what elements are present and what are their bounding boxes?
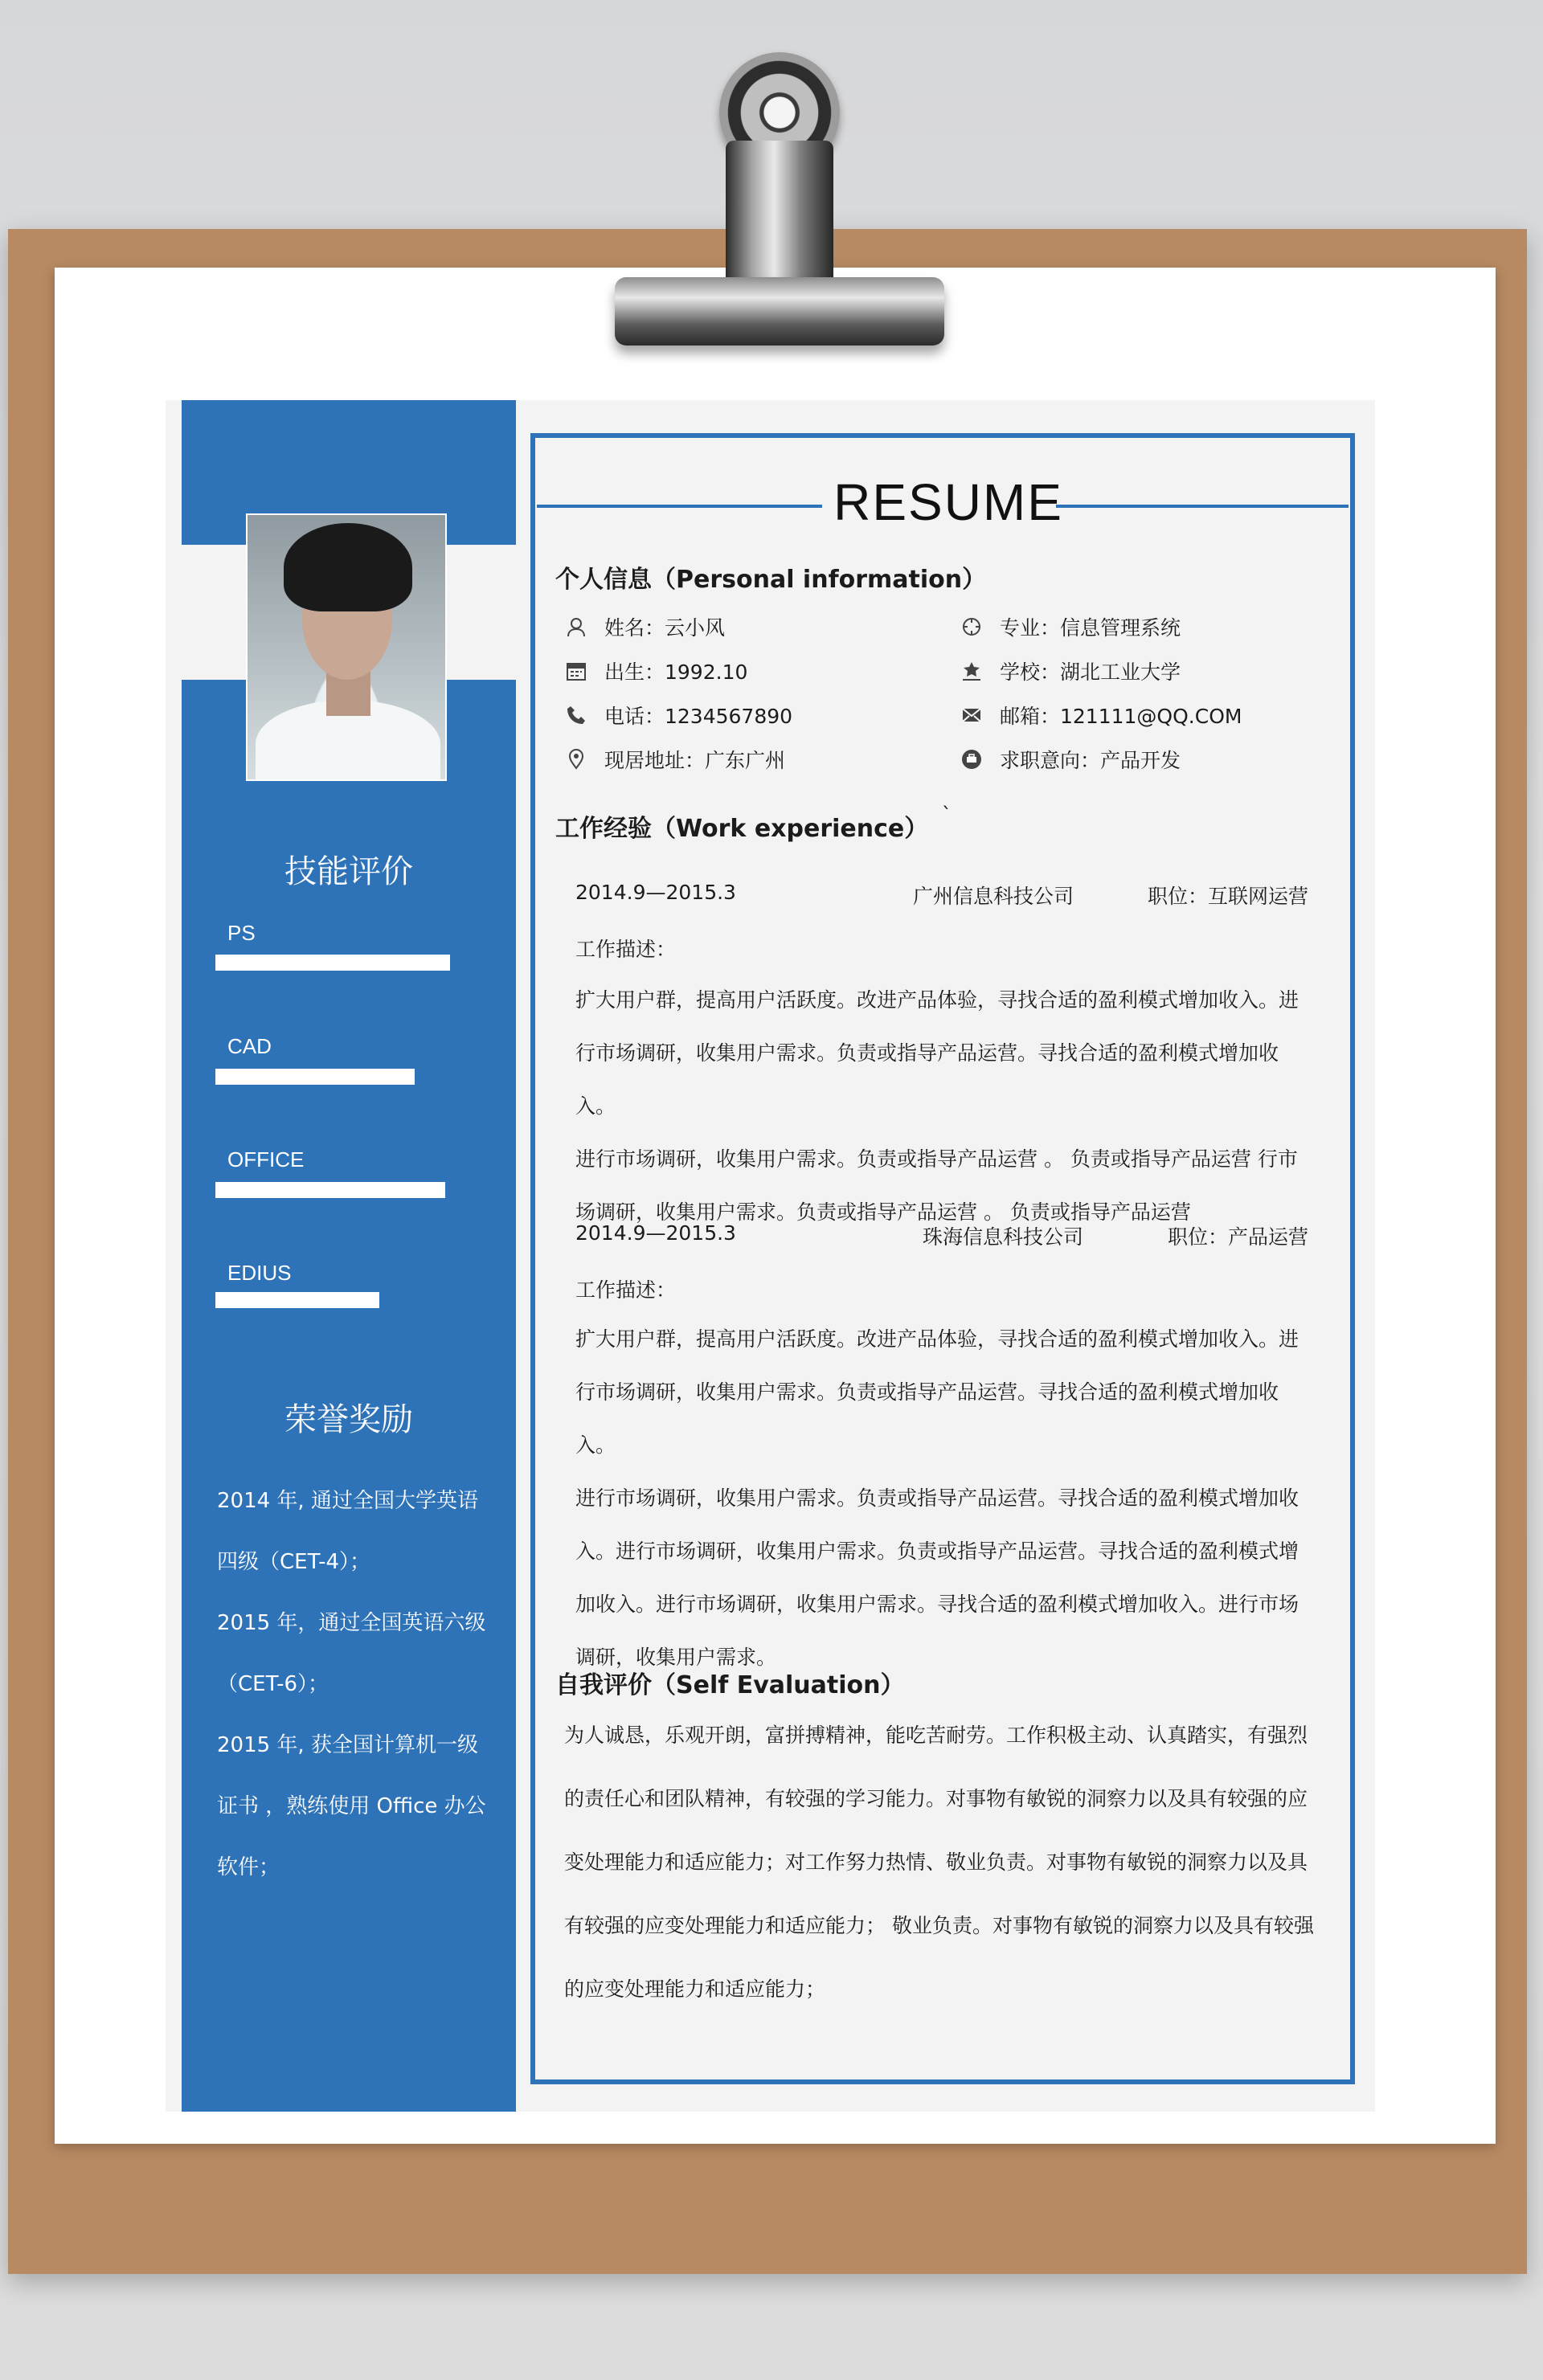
honor-item: 2014 年, 通过全国大学英语四级（CET-4）；	[217, 1489, 478, 1574]
school-icon	[961, 660, 982, 681]
info-address: 现居地址：广东广州	[566, 745, 785, 774]
person-icon	[566, 616, 587, 637]
honor-item: 2015 年，通过全国英语六级（CET-6）；	[217, 1611, 486, 1696]
job-company: 珠海信息科技公司	[923, 1225, 1084, 1249]
info-name: 姓名：云小风	[566, 612, 725, 641]
info-phone: 电话：1234567890	[566, 701, 792, 730]
profile-photo	[246, 513, 447, 781]
job-position: 职位：互联网运营	[1148, 885, 1309, 908]
job-period: 2014.9—2015.3	[575, 1221, 736, 1245]
location-pin-icon	[566, 749, 587, 770]
binder-clip-icon	[579, 44, 956, 354]
resume-title: RESUME	[833, 473, 1063, 531]
mail-icon	[961, 705, 982, 726]
title-rule-right	[1056, 505, 1349, 508]
job-desc-label: 工作描述：	[575, 1278, 677, 1302]
info-birth: 出生：1992.10	[566, 656, 747, 685]
job-desc-label: 工作描述：	[575, 938, 677, 961]
job-description: 扩大用户群，提高用户活跃度。改进产品体验，寻找合适的盈利模式增加收入。进 行市场调研，收集用户需求。负责或指导产品运营。寻找合适的盈利模式增加收入。 进行市场调研，收集用户需求。负责或指导产品运营。寻找合适的盈利模式增加收 入。进行市场调研，收集用户需求。负责或指导产品运营。寻找合适的盈利模式增 加收入。进行市场调研，收集用户需求。寻找合适的盈利模式增加收入。进行市场 调研，收集用户需求。	[575, 1327, 1299, 1669]
skill-label-edius: EDIUS	[227, 1261, 292, 1285]
info-email: 邮箱：121111@QQ.COM	[961, 701, 1242, 730]
job-position: 职位：产品运营	[1168, 1225, 1309, 1249]
title-rule-left	[537, 505, 822, 508]
skill-bar-office	[215, 1182, 445, 1198]
skill-label-ps: PS	[227, 921, 256, 945]
job-description: 扩大用户群，提高用户活跃度。改进产品体验，寻找合适的盈利模式增加收入。进 行市场调研，收集用户需求。负责或指导产品运营。寻找合适的盈利模式增加收入。 进行市场调研，收集用户需求。负责或指导产品运营 。 负责或指导产品运营 行市 场调研，收集用户需求。负责或指导产品运营 。 负责或指导产品运营	[575, 988, 1299, 1224]
honor-item: 2015 年, 获全国计算机一级证书 ，熟练使用 Office 办公软件；	[217, 1733, 486, 1879]
stray-mark: `	[942, 804, 952, 826]
honors-heading: 荣誉奖励	[284, 1401, 413, 1438]
phone-icon	[566, 705, 587, 726]
skill-bar-ps	[215, 955, 450, 971]
skill-bar-cad	[215, 1069, 415, 1085]
compass-icon	[961, 616, 982, 637]
info-major: 专业：信息管理系统	[961, 612, 1181, 641]
personal-info-heading: 个人信息（Personal information）	[555, 566, 987, 594]
job-company: 广州信息科技公司	[913, 885, 1074, 908]
skill-bar-edius	[215, 1292, 379, 1308]
info-job-intent: 求职意向：产品开发	[961, 745, 1181, 774]
self-evaluation-text: 为人诚恳，乐观开朗，富拼搏精神，能吃苦耐劳。工作积极主动、认真踏实，有强烈 的责任心和团队精神，有较强的学习能力。对事物有敏锐的洞察力以及具有较强的应 变处理能力和适应能力；对工作努力热情、敬业负责。对事物有敏锐的洞察力以及具 有较强的应变处理能力和适应能力； 敬业负责。对事物有敏锐的洞察力以及具有较强 的应变处理能力和适应能力；	[564, 1724, 1314, 2001]
job-intent-icon	[961, 749, 982, 770]
skill-label-office: OFFICE	[227, 1147, 305, 1172]
skills-heading: 技能评价	[284, 853, 413, 890]
skill-label-cad: CAD	[227, 1034, 272, 1058]
job-period: 2014.9—2015.3	[575, 881, 736, 904]
calendar-icon	[566, 660, 587, 681]
info-school: 学校：湖北工业大学	[961, 656, 1181, 685]
work-experience-heading: 工作经验（Work experience）	[555, 815, 929, 843]
self-evaluation-heading: 自我评价（Self Evaluation）	[555, 1671, 905, 1699]
